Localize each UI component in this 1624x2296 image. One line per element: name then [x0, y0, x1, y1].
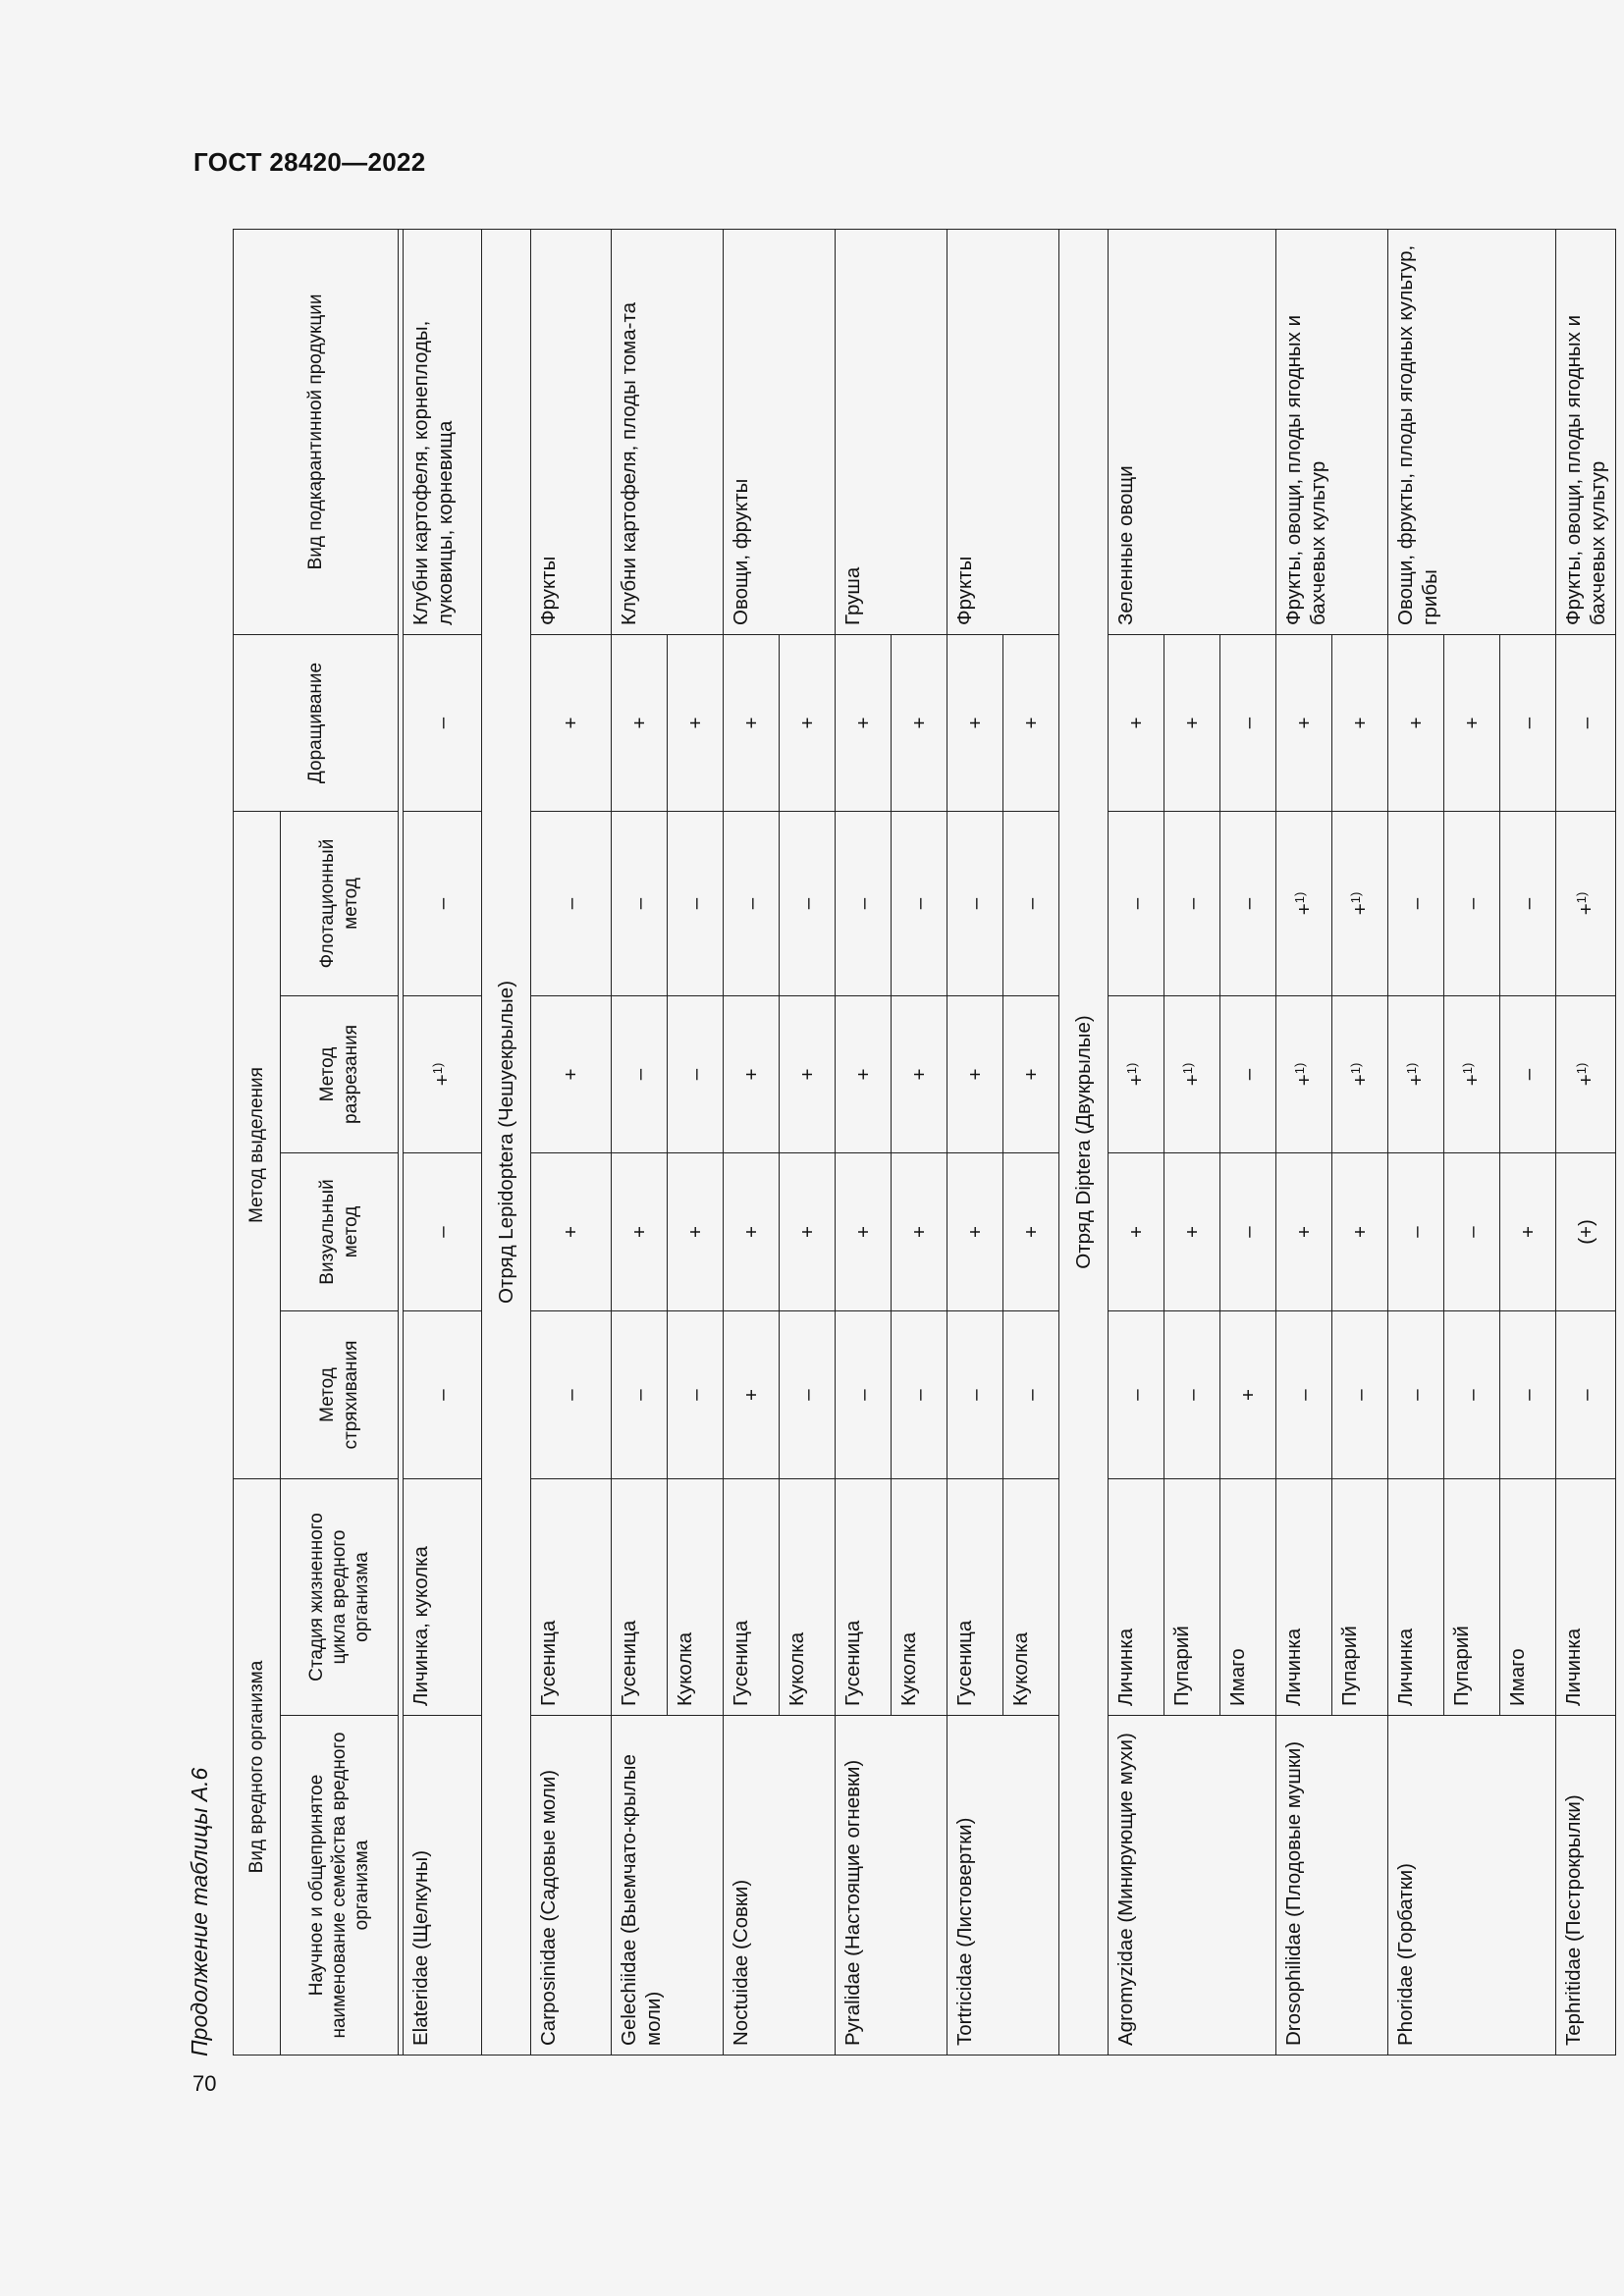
visual-method-cell	[668, 1152, 724, 1310]
shaking-method-cell-value: –	[963, 1389, 987, 1401]
family-name-cell: Gelechiidae (Выемчато-крылые моли)	[612, 1716, 724, 2056]
family-name-cell: Elateridae (Щелкуны)	[404, 1716, 482, 2056]
flotation-method-cell-value: –	[683, 897, 707, 910]
flotation-method-cell	[947, 811, 1003, 995]
flotation-method-cell	[1556, 811, 1616, 995]
shaking-method-cell-value: –	[795, 1389, 819, 1401]
flotation-method-cell-value: –	[1460, 897, 1484, 910]
page-number: 70	[192, 2071, 217, 2096]
visual-method-cell	[1332, 1152, 1388, 1310]
shaking-method-cell	[1220, 1310, 1276, 1478]
flotation-method-cell-value: –	[627, 897, 651, 910]
flotation-method-cell-value: +	[1292, 903, 1316, 916]
shaking-method-cell-value: –	[683, 1389, 707, 1401]
product-type-cell: Фрукты	[947, 229, 1059, 634]
growing-cell-value: +	[1348, 717, 1372, 729]
flotation-method-cell-value: –	[1180, 897, 1204, 910]
shaking-method-cell	[531, 1310, 612, 1478]
table-row	[1276, 229, 1332, 2055]
visual-method-cell-value: –	[431, 1226, 454, 1238]
shaking-method-cell	[404, 1310, 482, 1478]
header-pest-group: Вид вредного организма	[234, 1478, 281, 2055]
table-caption: Продолжение таблицы А.6	[187, 1767, 212, 2056]
product-type-cell: Фрукты, овощи, плоды ягодных и бахчевых культур	[1276, 229, 1388, 634]
flotation-method-cell	[1388, 811, 1444, 995]
shaking-method-cell	[892, 1310, 947, 1478]
cutting-method-cell	[780, 995, 836, 1152]
table-body	[404, 229, 1616, 2055]
visual-method-cell	[1500, 1152, 1556, 1310]
life-stage-cell: Имаго	[1220, 1478, 1276, 1715]
growing-cell-value: +	[907, 717, 931, 729]
visual-method-cell-value: +	[560, 1226, 582, 1238]
life-stage-cell: Гусеница	[947, 1478, 1003, 1715]
shaking-method-cell-value: –	[560, 1389, 582, 1401]
shaking-method-cell	[947, 1310, 1003, 1478]
cutting-method-cell	[1164, 995, 1220, 1152]
visual-method-cell-value: +	[851, 1226, 875, 1238]
pest-detection-table	[233, 229, 1616, 2056]
growing-cell-value: +	[1124, 717, 1148, 729]
shaking-method-cell	[1444, 1310, 1500, 1478]
cutting-method-cell-value: +	[907, 1068, 931, 1081]
cutting-method-cell-value: +	[795, 1068, 819, 1081]
flotation-method-cell-footnote: 1)	[1347, 891, 1363, 904]
shaking-method-cell	[668, 1310, 724, 1478]
visual-method-cell	[1109, 1152, 1164, 1310]
life-stage-cell: Имаго	[1500, 1478, 1556, 1715]
flotation-method-cell	[1164, 811, 1220, 995]
header-method-group: Метод выделения	[234, 811, 281, 1478]
cutting-method-cell	[1556, 995, 1616, 1152]
cutting-method-cell	[947, 995, 1003, 1152]
shaking-method-cell-value: –	[431, 1389, 454, 1401]
flotation-method-cell-value: –	[739, 897, 763, 910]
growing-cell-value: –	[1574, 717, 1597, 729]
cutting-method-cell-value: +	[1574, 1074, 1597, 1087]
header-flotation-method: Флотационный метод	[281, 811, 399, 995]
growing-cell-value: +	[739, 717, 763, 729]
growing-cell-value: +	[683, 717, 707, 729]
visual-method-cell	[947, 1152, 1003, 1310]
cutting-method-cell-value: +	[1124, 1074, 1148, 1087]
cutting-method-cell-footnote: 1)	[1179, 1062, 1195, 1075]
growing-cell	[1003, 634, 1059, 811]
visual-method-cell-value: +	[907, 1226, 931, 1238]
header-growing: Доращивание	[234, 634, 399, 811]
table-row	[1109, 229, 1164, 2055]
product-type-cell: Фрукты, овощи, плоды ягодных и бахчевых культур	[1556, 229, 1616, 634]
flotation-method-cell	[1500, 811, 1556, 995]
shaking-method-cell	[1332, 1310, 1388, 1478]
product-type-cell: Груша	[836, 229, 947, 634]
visual-method-cell-value: –	[1236, 1226, 1260, 1238]
flotation-method-cell	[780, 811, 836, 995]
cutting-method-cell-footnote: 1)	[1459, 1062, 1475, 1075]
life-stage-cell: Гусеница	[724, 1478, 780, 1715]
visual-method-cell	[892, 1152, 947, 1310]
shaking-method-cell-value: +	[739, 1389, 763, 1401]
visual-method-cell-value: –	[1404, 1226, 1428, 1238]
life-stage-cell: Личинка	[1556, 1478, 1616, 1715]
life-stage-cell: Личинка	[1276, 1478, 1332, 1715]
life-stage-cell: Пупарий	[1332, 1478, 1388, 1715]
shaking-method-cell-value: –	[1404, 1389, 1428, 1401]
flotation-method-cell-value: –	[1236, 897, 1260, 910]
family-name-cell: Tortricidae (Листовертки)	[947, 1716, 1059, 2056]
cutting-method-cell-value: +	[431, 1074, 454, 1087]
order-section-title: Отряд Lepidoptera (Чешуекрылые)	[482, 229, 531, 2055]
growing-cell-value: +	[795, 717, 819, 729]
shaking-method-cell	[1109, 1310, 1164, 1478]
life-stage-cell: Куколка	[1003, 1478, 1059, 1715]
table-row	[531, 229, 612, 2055]
flotation-method-cell-value: –	[560, 897, 582, 910]
flotation-method-cell-value: +	[1574, 903, 1597, 916]
growing-cell	[1444, 634, 1500, 811]
visual-method-cell	[531, 1152, 612, 1310]
cutting-method-cell	[1500, 995, 1556, 1152]
visual-method-cell	[1164, 1152, 1220, 1310]
cutting-method-cell-footnote: 1)	[1403, 1062, 1419, 1075]
visual-method-cell	[780, 1152, 836, 1310]
cutting-method-cell	[836, 995, 892, 1152]
visual-method-cell-value: +	[1348, 1226, 1372, 1238]
cutting-method-cell-value: +	[1019, 1068, 1043, 1081]
family-name-cell: Tephritidae (Пестрокрылки)	[1556, 1716, 1616, 2056]
family-name-cell: Drosophilidae (Плодовые мушки)	[1276, 1716, 1388, 2056]
flotation-method-cell-footnote: 1)	[1573, 891, 1589, 904]
flotation-method-cell	[892, 811, 947, 995]
visual-method-cell-value: +	[683, 1226, 707, 1238]
growing-cell-value: +	[963, 717, 987, 729]
document-title: ГОСТ 28420—2022	[193, 147, 426, 177]
growing-cell	[1276, 634, 1332, 811]
cutting-method-cell	[531, 995, 612, 1152]
growing-cell	[1388, 634, 1444, 811]
header-visual-method: Визуальный метод	[281, 1152, 399, 1310]
visual-method-cell-value: +	[1180, 1226, 1204, 1238]
shaking-method-cell-value: –	[907, 1389, 931, 1401]
flotation-method-cell-value: –	[907, 897, 931, 910]
shaking-method-cell	[1500, 1310, 1556, 1478]
growing-cell-value: +	[560, 717, 582, 729]
growing-cell	[836, 634, 892, 811]
shaking-method-cell-value: –	[1019, 1389, 1043, 1401]
growing-cell	[780, 634, 836, 811]
cutting-method-cell-value: +	[739, 1068, 763, 1081]
section-row	[1059, 229, 1109, 2055]
shaking-method-cell	[612, 1310, 668, 1478]
header-life-stage: Стадия жизненного цикла вредного организма	[281, 1478, 399, 1715]
shaking-method-cell	[836, 1310, 892, 1478]
product-type-cell: Фрукты	[531, 229, 612, 634]
shaking-method-cell-value: –	[1180, 1389, 1204, 1401]
shaking-method-cell-value: –	[1574, 1389, 1597, 1401]
life-stage-cell: Личинка	[1388, 1478, 1444, 1715]
growing-cell	[668, 634, 724, 811]
cutting-method-cell-value: –	[1236, 1068, 1260, 1081]
flotation-method-cell	[531, 811, 612, 995]
cutting-method-cell-value: +	[963, 1068, 987, 1081]
shaking-method-cell-value: –	[1124, 1389, 1148, 1401]
cutting-method-cell-footnote: 1)	[1291, 1062, 1307, 1075]
visual-method-cell	[1444, 1152, 1500, 1310]
table-row	[612, 229, 668, 2055]
header-cutting-method: Метод разрезания	[281, 995, 399, 1152]
cutting-method-cell-value: –	[1516, 1068, 1540, 1081]
growing-cell	[947, 634, 1003, 811]
visual-method-cell-value: +	[963, 1226, 987, 1238]
shaking-method-cell-value: –	[627, 1389, 651, 1401]
cutting-method-cell	[724, 995, 780, 1152]
table-row	[404, 229, 482, 2055]
life-stage-cell: Пупарий	[1164, 1478, 1220, 1715]
product-type-cell: Клубни картофеля, корнеплоды, луковицы, корневища	[404, 229, 482, 634]
shaking-method-cell	[1164, 1310, 1220, 1478]
growing-cell-value: –	[1516, 717, 1540, 729]
product-type-cell: Клубни картофеля, плоды тома-та	[612, 229, 724, 634]
flotation-method-cell-value: –	[963, 897, 987, 910]
visual-method-cell-value: –	[1460, 1226, 1484, 1238]
growing-cell	[612, 634, 668, 811]
flotation-method-cell	[1332, 811, 1388, 995]
shaking-method-cell	[1003, 1310, 1059, 1478]
cutting-method-cell-value: +	[560, 1068, 582, 1081]
cutting-method-cell-value: +	[1292, 1074, 1316, 1087]
shaking-method-cell-value: –	[851, 1389, 875, 1401]
visual-method-cell-value: +	[1516, 1226, 1540, 1238]
flotation-method-cell	[668, 811, 724, 995]
visual-method-cell-value: (+)	[1574, 1219, 1597, 1245]
family-name-cell: Noctuidae (Совки)	[724, 1716, 836, 2056]
shaking-method-cell-value: –	[1460, 1389, 1484, 1401]
shaking-method-cell-value: –	[1292, 1389, 1316, 1401]
life-stage-cell: Гусеница	[612, 1478, 668, 1715]
growing-cell	[1164, 634, 1220, 811]
cutting-method-cell-footnote: 1)	[1123, 1062, 1139, 1075]
visual-method-cell-value: +	[1292, 1226, 1316, 1238]
visual-method-cell	[724, 1152, 780, 1310]
visual-method-cell	[1276, 1152, 1332, 1310]
cutting-method-cell	[1003, 995, 1059, 1152]
flotation-method-cell	[836, 811, 892, 995]
flotation-method-cell-value: –	[795, 897, 819, 910]
flotation-method-cell-value: –	[1124, 897, 1148, 910]
table-row	[836, 229, 892, 2055]
growing-cell	[1220, 634, 1276, 811]
cutting-method-cell	[1388, 995, 1444, 1152]
growing-cell	[1109, 634, 1164, 811]
product-type-cell: Овощи, фрукты	[724, 229, 836, 634]
flotation-method-cell-value: –	[1019, 897, 1043, 910]
visual-method-cell	[612, 1152, 668, 1310]
table-row	[1388, 229, 1444, 2055]
life-stage-cell: Личинка	[1109, 1478, 1164, 1715]
flotation-method-cell-value: –	[851, 897, 875, 910]
table-row	[724, 229, 780, 2055]
rotated-table-container	[233, 230, 1609, 2056]
shaking-method-cell-value: –	[1348, 1389, 1372, 1401]
growing-cell	[892, 634, 947, 811]
cutting-method-cell-value: +	[1460, 1074, 1484, 1087]
growing-cell-value: +	[627, 717, 651, 729]
visual-method-cell-value: +	[795, 1226, 819, 1238]
visual-method-cell-value: +	[627, 1226, 651, 1238]
header-shaking-method: Метод стряхивания	[281, 1310, 399, 1478]
visual-method-cell	[1003, 1152, 1059, 1310]
life-stage-cell: Гусеница	[531, 1478, 612, 1715]
family-name-cell: Pyralidae (Настоящие огневки)	[836, 1716, 947, 2056]
growing-cell-value: +	[1180, 717, 1204, 729]
cutting-method-cell	[1444, 995, 1500, 1152]
flotation-method-cell-value: +	[1348, 903, 1372, 916]
cutting-method-cell-value: +	[1348, 1074, 1372, 1087]
flotation-method-cell	[1109, 811, 1164, 995]
cutting-method-cell	[892, 995, 947, 1152]
order-section-title: Отряд Diptera (Двукрылые)	[1059, 229, 1109, 2055]
cutting-method-cell-value: –	[683, 1068, 707, 1081]
cutting-method-cell	[612, 995, 668, 1152]
flotation-method-cell-value: –	[1404, 897, 1428, 910]
cutting-method-cell-footnote: 1)	[1347, 1062, 1363, 1075]
visual-method-cell-value: +	[739, 1226, 763, 1238]
cutting-method-cell-footnote: 1)	[1573, 1062, 1589, 1075]
flotation-method-cell	[612, 811, 668, 995]
visual-method-cell	[1388, 1152, 1444, 1310]
cutting-method-cell-value: +	[851, 1068, 875, 1081]
shaking-method-cell	[780, 1310, 836, 1478]
life-stage-cell: Гусеница	[836, 1478, 892, 1715]
visual-method-cell	[404, 1152, 482, 1310]
growing-cell-value: +	[1404, 717, 1428, 729]
table-row	[947, 229, 1003, 2055]
growing-cell	[404, 634, 482, 811]
life-stage-cell: Куколка	[668, 1478, 724, 1715]
growing-cell-value: +	[1292, 717, 1316, 729]
table-row	[1556, 229, 1616, 2055]
family-name-cell: Agromyzidae (Минирующие мухи)	[1109, 1716, 1276, 2056]
flotation-method-cell	[404, 811, 482, 995]
cutting-method-cell	[1109, 995, 1164, 1152]
growing-cell	[724, 634, 780, 811]
shaking-method-cell	[1556, 1310, 1616, 1478]
product-type-cell: Зеленные овощи	[1109, 229, 1276, 634]
flotation-method-cell	[724, 811, 780, 995]
shaking-method-cell-value: +	[1236, 1389, 1260, 1401]
cutting-method-cell	[1332, 995, 1388, 1152]
cutting-method-cell	[1276, 995, 1332, 1152]
visual-method-cell	[836, 1152, 892, 1310]
growing-cell-value: –	[431, 717, 454, 729]
shaking-method-cell	[1276, 1310, 1332, 1478]
cutting-method-cell	[404, 995, 482, 1152]
visual-method-cell	[1556, 1152, 1616, 1310]
header-product: Вид подкарантинной продукции	[234, 229, 399, 634]
flotation-method-cell-footnote: 1)	[1291, 891, 1307, 904]
flotation-method-cell-value: –	[431, 897, 454, 910]
product-type-cell: Овощи, фрукты, плоды ягодных культур, грибы	[1388, 229, 1556, 634]
life-stage-cell: Личинка, куколка	[404, 1478, 482, 1715]
growing-cell	[1332, 634, 1388, 811]
cutting-method-cell-footnote: 1)	[430, 1062, 445, 1075]
growing-cell	[1556, 634, 1616, 811]
flotation-method-cell	[1444, 811, 1500, 995]
cutting-method-cell	[1220, 995, 1276, 1152]
visual-method-cell-value: +	[1124, 1226, 1148, 1238]
flotation-method-cell	[1220, 811, 1276, 995]
flotation-method-cell	[1276, 811, 1332, 995]
shaking-method-cell	[1388, 1310, 1444, 1478]
family-name-cell: Phoridae (Горбатки)	[1388, 1716, 1556, 2056]
flotation-method-cell-value: –	[1516, 897, 1540, 910]
life-stage-cell: Куколка	[892, 1478, 947, 1715]
cutting-method-cell-value: +	[1180, 1074, 1204, 1087]
growing-cell-value: +	[851, 717, 875, 729]
cutting-method-cell	[668, 995, 724, 1152]
cutting-method-cell-value: +	[1404, 1074, 1428, 1087]
growing-cell	[1500, 634, 1556, 811]
visual-method-cell-value: +	[1019, 1226, 1043, 1238]
cutting-method-cell-value: –	[627, 1068, 651, 1081]
flotation-method-cell	[1003, 811, 1059, 995]
header-family-name: Научное и общепринятое наименование семейства вредного организма	[281, 1716, 399, 2056]
growing-cell-value: +	[1019, 717, 1043, 729]
shaking-method-cell-value: –	[1516, 1389, 1540, 1401]
life-stage-cell: Куколка	[780, 1478, 836, 1715]
growing-cell-value: +	[1460, 717, 1484, 729]
life-stage-cell: Пупарий	[1444, 1478, 1500, 1715]
growing-cell	[531, 634, 612, 811]
section-row	[482, 229, 531, 2055]
shaking-method-cell	[724, 1310, 780, 1478]
growing-cell-value: –	[1236, 717, 1260, 729]
family-name-cell: Carposinidae (Садовые моли)	[531, 1716, 612, 2056]
visual-method-cell	[1220, 1152, 1276, 1310]
